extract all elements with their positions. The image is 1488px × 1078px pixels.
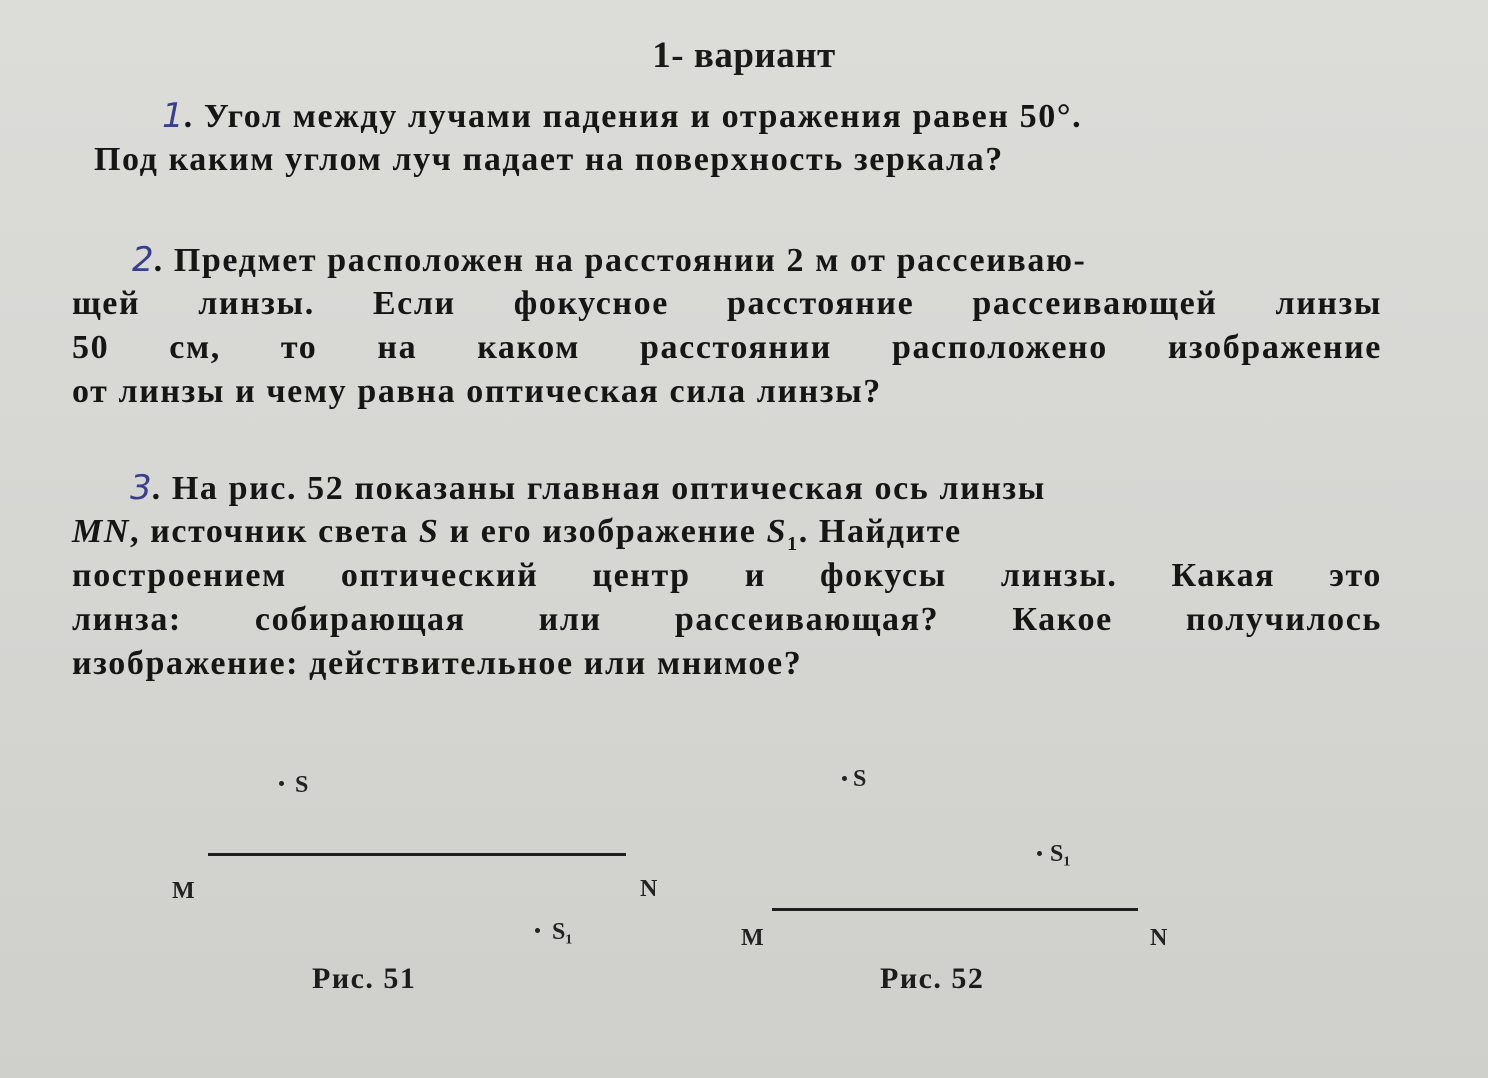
task-2-line-4: от линзы и чему равна оптическая сила линзы? (72, 373, 882, 410)
fig51-axis-line (208, 853, 626, 856)
task-3-line-1 (72, 466, 1382, 510)
fig52-source-label: S (853, 766, 867, 792)
task-1-line-2: Под каким углом луч падает на поверхность зеркала? (94, 141, 1004, 178)
fig51-image-dot (535, 928, 540, 933)
fig52-image-label: S₁ (1050, 841, 1071, 867)
task-2-text-1: . Предмет расположен на расстоянии 2 м от рассеиваю- (153, 242, 1087, 279)
task-3-text-2b: , источник света (130, 513, 419, 550)
task-1 (72, 94, 1382, 182)
task-3-text-2f: . Найдите (798, 513, 962, 550)
task-3-number: 3 (130, 468, 152, 508)
image-subscript: 1 (787, 532, 799, 555)
task-1-number: 1 (162, 96, 184, 136)
task-2-line-2: щей линзы. Если фокусное расстояние рассеивающей линзы (72, 285, 1382, 322)
task-3-text-2d: и его изображение (439, 513, 767, 550)
fig51-source-label: S (295, 772, 309, 798)
fig52-right-end-label: N (1150, 925, 1168, 951)
task-3 (72, 466, 1382, 686)
fig52-caption: Рис. 52 (880, 962, 985, 995)
task-3-line-2 (72, 510, 1382, 554)
fig52-left-end-label: M (741, 925, 764, 951)
task-2-line-1 (72, 238, 1382, 282)
task-2-line-3: 50 см, то на каком расстоянии расположено изображение (72, 329, 1382, 366)
variant-title: 1- вариант (652, 35, 836, 76)
task-3-text-1: . На рис. 52 показаны главная оптическая ось линзы (151, 470, 1046, 507)
task-3-line-3: построением оптический центр и фокусы линзы. Какая это (72, 557, 1382, 594)
fig51-left-end-label: M (172, 878, 195, 904)
fig51-right-end-label: N (640, 876, 658, 902)
fig51-caption: Рис. 51 (312, 962, 417, 995)
fig52-image-dot (1037, 851, 1042, 856)
image-symbol: S (766, 513, 788, 550)
fig51-source-dot (279, 781, 284, 786)
task-3-line-5: изображение: действительное или мнимое? (72, 645, 803, 682)
task-2 (72, 238, 1382, 414)
axis-name-mn: MN (72, 513, 130, 550)
task-3-line-4: линза: собирающая или рассеивающая? Какое получилось (72, 601, 1382, 638)
fig52-axis-line (772, 908, 1138, 911)
fig52-source-dot (842, 776, 847, 781)
task-1-line-1 (72, 94, 1382, 138)
task-2-number: 2 (132, 240, 154, 280)
fig51-image-label: S₁ (552, 919, 573, 945)
source-symbol: S (418, 513, 440, 550)
task-1-text-1: . Угол между лучами падения и отражения равен 50°. (183, 98, 1083, 135)
